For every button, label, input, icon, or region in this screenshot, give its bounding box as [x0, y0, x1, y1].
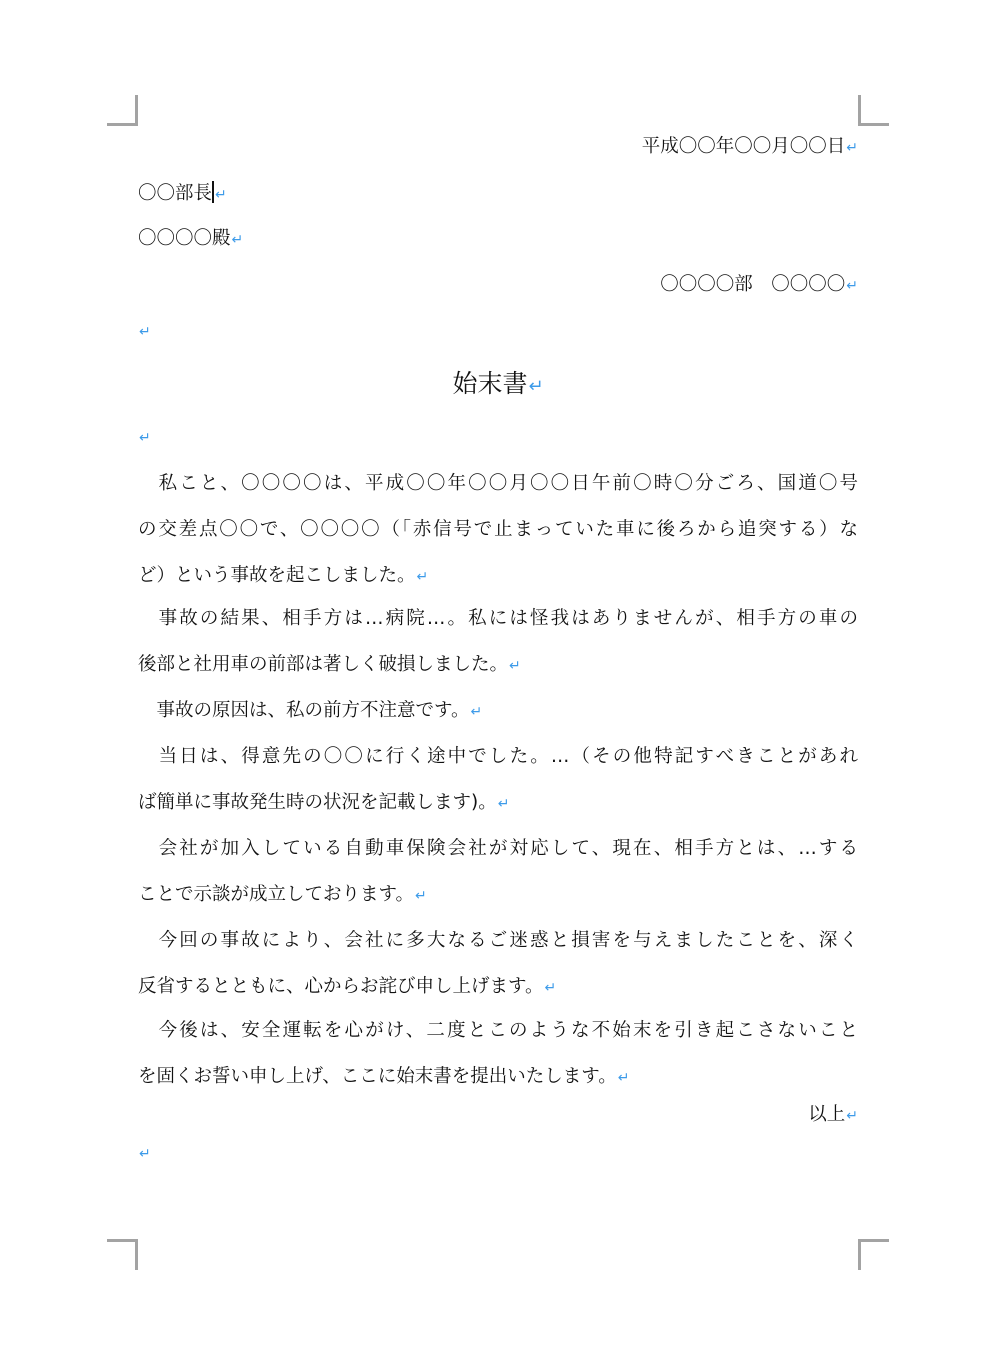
paragraph-mark: ↵: [231, 232, 244, 248]
paragraph-mark: ↵: [544, 980, 557, 996]
body-line[interactable]: 今後は、安全運転を心がけ、二度とこのような不始末を引き起こさないこと: [138, 1020, 858, 1041]
paragraph-mark: ↵: [509, 658, 521, 674]
paragraph-mark: ↵: [846, 140, 858, 156]
paragraph-mark: ↵: [215, 187, 227, 203]
body-line[interactable]: 私こと、〇〇〇〇は、平成〇〇年〇〇月〇〇日午前〇時〇分ごろ、国道〇号: [138, 473, 858, 494]
body-line[interactable]: 会社が加入している自動車保険会社が対応して、現在、相手方とは、…する: [138, 838, 858, 859]
body-line[interactable]: を固くお誓い申し上げ、ここに始末書を提出いたします。↵: [138, 1066, 630, 1087]
paragraph-mark: ↵: [139, 324, 151, 340]
document-title-line[interactable]: [138, 368, 858, 403]
recipient-dept-line[interactable]: [138, 181, 858, 207]
sender-text: 〇〇〇〇部 〇〇〇〇: [660, 274, 846, 295]
document-title: 始末書: [452, 369, 528, 398]
paragraph-mark: ↵: [846, 278, 858, 294]
empty-paragraph[interactable]: [138, 425, 858, 450]
paragraph-mark: ↵: [416, 569, 429, 585]
body-line[interactable]: 後部と社用車の前部は著しく破損しました。↵: [138, 654, 521, 675]
closing-line[interactable]: [138, 1103, 858, 1128]
paragraph-mark: ↵: [846, 1108, 858, 1124]
paragraph-mark: ↵: [470, 704, 483, 720]
date-line[interactable]: [138, 135, 858, 160]
crop-mark-bottom-right: [858, 1239, 889, 1270]
text-cursor: [212, 181, 214, 203]
paragraph-mark: ↵: [617, 1070, 630, 1086]
recipient-dept-text: 〇〇部長: [138, 183, 213, 204]
paragraph-mark: ↵: [415, 888, 427, 904]
body-line[interactable]: ことで示談が成立しております。↵: [138, 884, 427, 905]
body-line[interactable]: ば簡単に事故発生時の状況を記載します)。↵: [138, 792, 510, 813]
paragraph-mark: ↵: [139, 430, 151, 446]
empty-paragraph[interactable]: [138, 1141, 858, 1166]
empty-paragraph[interactable]: [138, 319, 858, 344]
paragraph-mark: ↵: [497, 796, 510, 812]
recipient-name-text: 〇〇〇〇殿: [138, 228, 231, 249]
body-line[interactable]: 当日は、得意先の〇〇に行く途中でした。…（その他特記すべきことがあれ: [138, 746, 858, 767]
crop-mark-top-right: [858, 95, 889, 126]
body-line[interactable]: 事故の原因は、私の前方不注意です。↵: [138, 700, 483, 721]
paragraph-mark: ↵: [139, 1146, 151, 1162]
recipient-name-line[interactable]: [138, 227, 858, 252]
paragraph-mark: ↵: [528, 376, 544, 397]
closing-text: 以上: [808, 1104, 846, 1125]
crop-mark-top-left: [107, 95, 138, 126]
body-line[interactable]: 反省するとともに、心からお詫び申し上げます。↵: [138, 976, 557, 997]
date-text: 平成〇〇年〇〇月〇〇日: [641, 136, 846, 157]
sender-line[interactable]: [138, 273, 858, 298]
crop-mark-bottom-left: [107, 1239, 138, 1270]
body-line[interactable]: ど）という事故を起こしました。↵: [138, 565, 429, 586]
body-line[interactable]: 事故の結果、相手方は…病院…。私には怪我はありませんが、相手方の車の: [138, 608, 858, 629]
body-line[interactable]: の交差点〇〇で、〇〇〇〇（「赤信号で止まっていた車に後ろから追突する）な: [138, 519, 858, 540]
body-line[interactable]: 今回の事故により、会社に多大なるご迷惑と損害を与えましたことを、深く: [138, 930, 858, 951]
